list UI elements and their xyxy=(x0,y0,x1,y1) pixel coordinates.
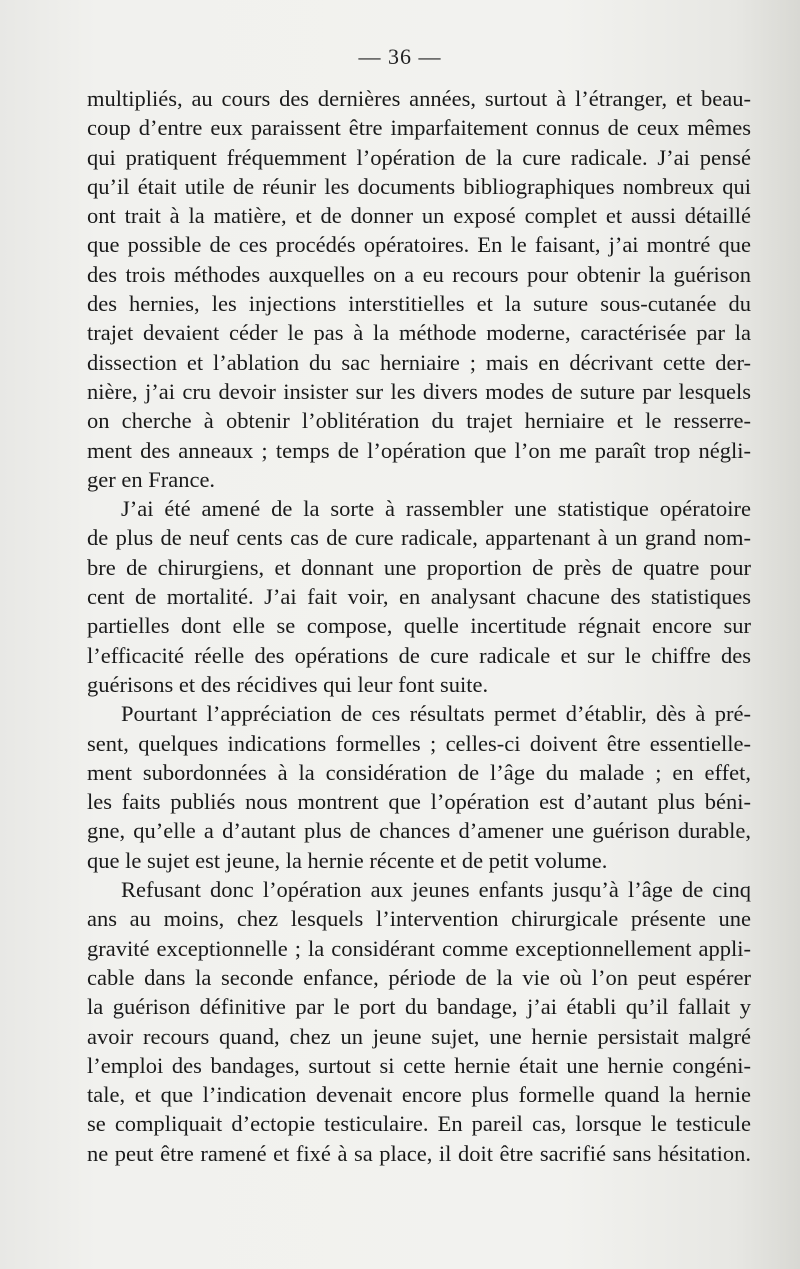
text-line: bre de chirurgiens, et donnant une proportion de près de quatre pour xyxy=(87,554,751,580)
text-line: ment des anneaux ; temps de l’opération que l’on me paraît trop négli- xyxy=(87,437,751,463)
page-number: — 36 — xyxy=(358,44,442,69)
text-line: dissection et l’ablation du sac herniaire ; mais en décrivant cette der- xyxy=(87,349,751,375)
text-line: multipliés, au cours des dernières années, surtout à l’étranger, et beau- xyxy=(87,86,751,111)
text-line: sent, quelques indications formelles ; celles-ci doivent être essentielle- xyxy=(87,730,751,756)
text-line: ans au moins, chez lesquels l’intervention chirurgicale présente une xyxy=(87,906,751,932)
text-line: des hernies, les injections interstitielles et la suture sous-cutanée du xyxy=(87,291,751,317)
text-line: ne peut être ramené et fixé à sa place, il doit être sacrifié sans hésitation. xyxy=(87,1140,751,1166)
text-line: avoir recours quand, chez un jeune sujet, une hernie persistait malgré xyxy=(87,1023,751,1049)
text-line: ger en France. xyxy=(87,466,216,492)
text-line: qui pratiquent fréquemment l’opération de la cure radicale. J’ai pensé xyxy=(87,144,751,170)
text-line: ment subordonnées à la considération de l’âge du malade ; en effet, xyxy=(87,759,751,785)
text-line: coup d’entre eux paraissent être imparfaitement connus de ceux mêmes xyxy=(87,115,751,141)
text-line: trajet devaient céder le pas à la méthode moderne, caractérisée par la xyxy=(87,320,751,346)
text-line: on cherche à obtenir l’oblitération du trajet herniaire et le resserre- xyxy=(87,408,751,434)
paragraph-2 xyxy=(87,494,751,699)
text-line: partielles dont elle se compose, quelle incertitude régnait encore sur xyxy=(87,613,751,639)
text-line: que possible de ces procédés opératoires. En le faisant, j’ai montré que xyxy=(87,232,751,258)
text-line: l’emploi des bandages, surtout si cette hernie était une hernie congéni- xyxy=(87,1052,751,1078)
text-line: qu’il était utile de réunir les documents bibliographiques nombreux qui xyxy=(87,173,751,199)
text-line: des trois méthodes auxquelles on a eu recours pour obtenir la guérison xyxy=(87,261,751,287)
text-line: J’ai été amené de la sorte à rassembler une statistique opératoire xyxy=(121,496,751,522)
text-line: la guérison définitive par le port du bandage, j’ai établi qu’il fallait y xyxy=(87,994,751,1020)
paragraph-3 xyxy=(87,699,751,875)
paragraph-4 xyxy=(87,875,751,1168)
text-line: nière, j’ai cru devoir insister sur les divers modes de suture par lesquels xyxy=(87,378,751,404)
text-line: guérisons et des récidives qui leur font suite. xyxy=(87,671,489,697)
text-line: Refusant donc l’opération aux jeunes enfants jusqu’à l’âge de cinq xyxy=(121,877,751,903)
text-line: Pourtant l’appréciation de ces résultats permet d’établir, dès à pré- xyxy=(121,701,751,727)
body-text xyxy=(87,84,751,1168)
text-line: que le sujet est jeune, la hernie récente et de petit volume. xyxy=(87,847,608,873)
text-line: les faits publiés nous montrent que l’opération est d’autant plus béni- xyxy=(87,789,751,815)
text-line: gne, qu’elle a d’autant plus de chances d’amener une guérison durable, xyxy=(87,818,751,844)
text-line: ont trait à la matière, et de donner un exposé complet et aussi détaillé xyxy=(87,203,751,229)
text-line: se compliquait d’ectopie testiculaire. En pareil cas, lorsque le testicule xyxy=(87,1111,751,1137)
text-line: cable dans la seconde enfance, période de la vie où l’on peut espérer xyxy=(87,964,751,990)
paragraph-1 xyxy=(87,84,751,494)
text-line: gravité exceptionnelle ; la considérant comme exceptionnellement appli- xyxy=(87,935,751,961)
text-line: tale, et que l’indication devenait encore plus formelle quand la hernie xyxy=(87,1082,751,1108)
text-line: de plus de neuf cents cas de cure radicale, appartenant à un grand nom- xyxy=(87,525,751,551)
text-line: cent de mortalité. J’ai fait voir, en analysant chacune des statistiques xyxy=(87,584,751,610)
text-line: l’efficacité réelle des opérations de cure radicale et sur le chiffre des xyxy=(87,642,751,668)
